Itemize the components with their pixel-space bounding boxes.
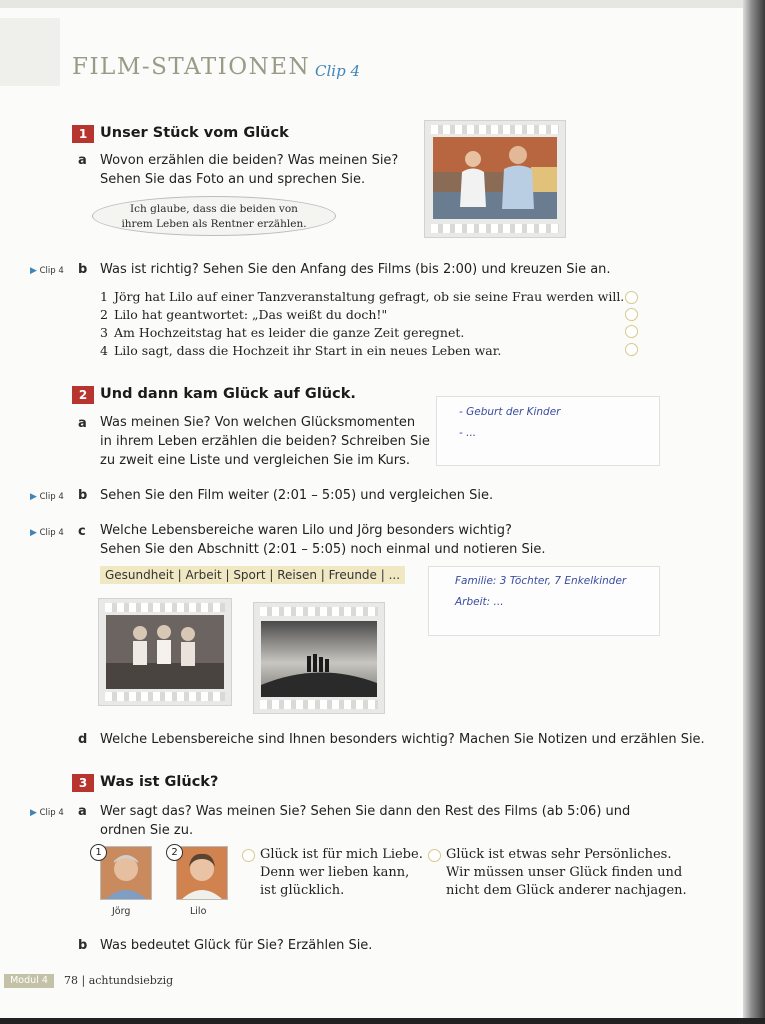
list-item: 1 Jörg hat Lilo auf einer Tanzveranstaltung gefragt, ob sie seine Frau werden will. <box>100 289 625 304</box>
task-2c-letter: c <box>78 524 86 539</box>
section-3-title: Was ist Glück? <box>100 774 219 790</box>
task-1a-line1: Wovon erzählen die beiden? Was meinen Sie? <box>100 153 399 168</box>
bubble-line2: ihrem Leben als Rentner erzählen. <box>121 218 307 230</box>
answer-checkbox-2[interactable] <box>625 308 638 321</box>
person-name-1: Jörg <box>112 906 131 917</box>
task-3b-text: Was bedeutet Glück für Sie? Erzählen Sie. <box>100 938 373 953</box>
section-3-number: 3 <box>72 774 94 792</box>
task-2c-text <box>100 521 546 559</box>
task-2d-letter: d <box>78 732 88 747</box>
section-2-number: 2 <box>72 386 94 404</box>
handwritten-note-card-2 <box>428 566 660 636</box>
film-frame-silhouettes <box>253 602 385 714</box>
note-line1: - Geburt der Kinder <box>459 406 561 418</box>
task-2d-text: Welche Lebensbereiche sind Ihnen besonders wichtig? Machen Sie Notizen und erzählen Sie. <box>100 732 705 747</box>
task-2b-text: Sehen Sie den Film weiter (2:01 – 5:05) und vergleichen Sie. <box>100 488 494 503</box>
list-item: 3 Am Hochzeitstag hat es leider die ganze Zeit geregnet. <box>100 325 465 340</box>
section-1-title: Unser Stück vom Glück <box>100 125 289 141</box>
statement-1 <box>260 846 423 900</box>
corner-tab <box>0 18 60 86</box>
children-photo <box>106 615 224 689</box>
statement-1-line2: Denn wer lieben kann, <box>260 865 410 880</box>
note-line1: Familie: 3 Töchter, 7 Enkelkinder <box>455 575 627 587</box>
task-2a-text <box>100 413 430 470</box>
top-edge <box>0 0 743 8</box>
film-perforation <box>260 607 378 616</box>
answer-checkbox-4[interactable] <box>625 343 638 356</box>
task-3a-letter: a <box>78 804 87 819</box>
silhouettes-photo <box>261 621 377 697</box>
clip-tag-2c: ▶ Clip 4 <box>30 528 64 538</box>
film-perforation <box>260 700 378 709</box>
answer-checkbox-1[interactable] <box>625 291 638 304</box>
portrait-joerg <box>100 846 152 900</box>
couple-photo <box>433 137 557 219</box>
task-1a-text <box>100 151 398 189</box>
list-item: 4 Lilo sagt, dass die Hochzeit ihr Start in ein neues Leben war. <box>100 343 502 358</box>
statement-1-line3: ist glücklich. <box>260 883 345 898</box>
statement-2 <box>446 846 687 900</box>
statement-2-line3: nicht dem Glück anderer nachjagen. <box>446 883 687 898</box>
person-number-1: 1 <box>90 844 107 861</box>
film-frame-children <box>98 598 232 706</box>
task-2c-line2: Sehen Sie den Abschnitt (2:01 – 5:05) noch einmal und notieren Sie. <box>100 542 546 557</box>
list-item: 2 Lilo hat geantwortet: „Das weißt du doch!" <box>100 307 388 322</box>
note-line2: Arbeit: ... <box>455 596 504 608</box>
task-3b-letter: b <box>78 938 88 953</box>
film-perforation <box>105 603 225 612</box>
task-3a-text <box>100 802 630 840</box>
film-perforation <box>431 224 559 233</box>
life-areas-chips: Gesundheit | Arbeit | Sport | Reisen | Freunde | ... <box>100 566 405 584</box>
section-2-title: Und dann kam Glück auf Glück. <box>100 386 356 402</box>
book-binding <box>743 0 765 1024</box>
answer-checkbox-3[interactable] <box>625 325 638 338</box>
bubble-line1: Ich glaube, dass die beiden von <box>130 203 298 215</box>
statement-2-line2: Wir müssen unser Glück finden und <box>446 865 683 880</box>
module-badge: Modul 4 <box>4 974 54 988</box>
person-name-2: Lilo <box>190 906 207 917</box>
section-1-number: 1 <box>72 125 94 143</box>
bottom-edge <box>0 1018 765 1024</box>
statement-1-checkbox[interactable] <box>242 849 255 862</box>
statement-2-checkbox[interactable] <box>428 849 441 862</box>
portrait-lilo <box>176 846 228 900</box>
task-3a-line1: Wer sagt das? Was meinen Sie? Sehen Sie dann den Rest des Films (ab 5:06) und <box>100 804 631 819</box>
film-perforation <box>105 692 225 701</box>
clip-tag-3a: ▶ Clip 4 <box>30 808 64 818</box>
clip-label: Clip 4 <box>315 62 360 80</box>
task-3a-line2: ordnen Sie zu. <box>100 823 194 838</box>
note-line2: - ... <box>459 427 477 439</box>
clip-tag-1b: ▶ Clip 4 <box>30 266 64 276</box>
film-frame-couple <box>424 120 566 238</box>
task-2c-line1: Welche Lebensbereiche waren Lilo und Jörg besonders wichtig? <box>100 523 512 538</box>
task-2a-line2: in ihrem Leben erzählen die beiden? Schreiben Sie <box>100 434 430 449</box>
clip-tag-2b: ▶ Clip 4 <box>30 492 64 502</box>
task-2b-letter: b <box>78 488 88 503</box>
task-1a-letter: a <box>78 153 87 168</box>
statement-1-line1: Glück ist für mich Liebe. <box>260 847 423 862</box>
page-number: 78 | achtundsiebzig <box>64 974 174 987</box>
film-perforation <box>431 125 559 134</box>
handwritten-note-card <box>436 396 660 466</box>
task-2a-line1: Was meinen Sie? Von welchen Glücksmomenten <box>100 415 416 430</box>
page-title: FILM-STATIONEN <box>72 54 311 80</box>
person-number-2: 2 <box>166 844 183 861</box>
task-1a-line2: Sehen Sie das Foto an und sprechen Sie. <box>100 172 366 187</box>
statement-2-line1: Glück ist etwas sehr Persönliches. <box>446 847 672 862</box>
task-1b-text: Was ist richtig? Sehen Sie den Anfang des Films (bis 2:00) und kreuzen Sie an. <box>100 262 611 277</box>
task-2a-letter: a <box>78 416 87 431</box>
task-1b-letter: b <box>78 262 88 277</box>
speech-bubble <box>92 196 336 236</box>
task-2a-line3: zu zweit eine Liste und vergleichen Sie im Kurs. <box>100 453 410 468</box>
